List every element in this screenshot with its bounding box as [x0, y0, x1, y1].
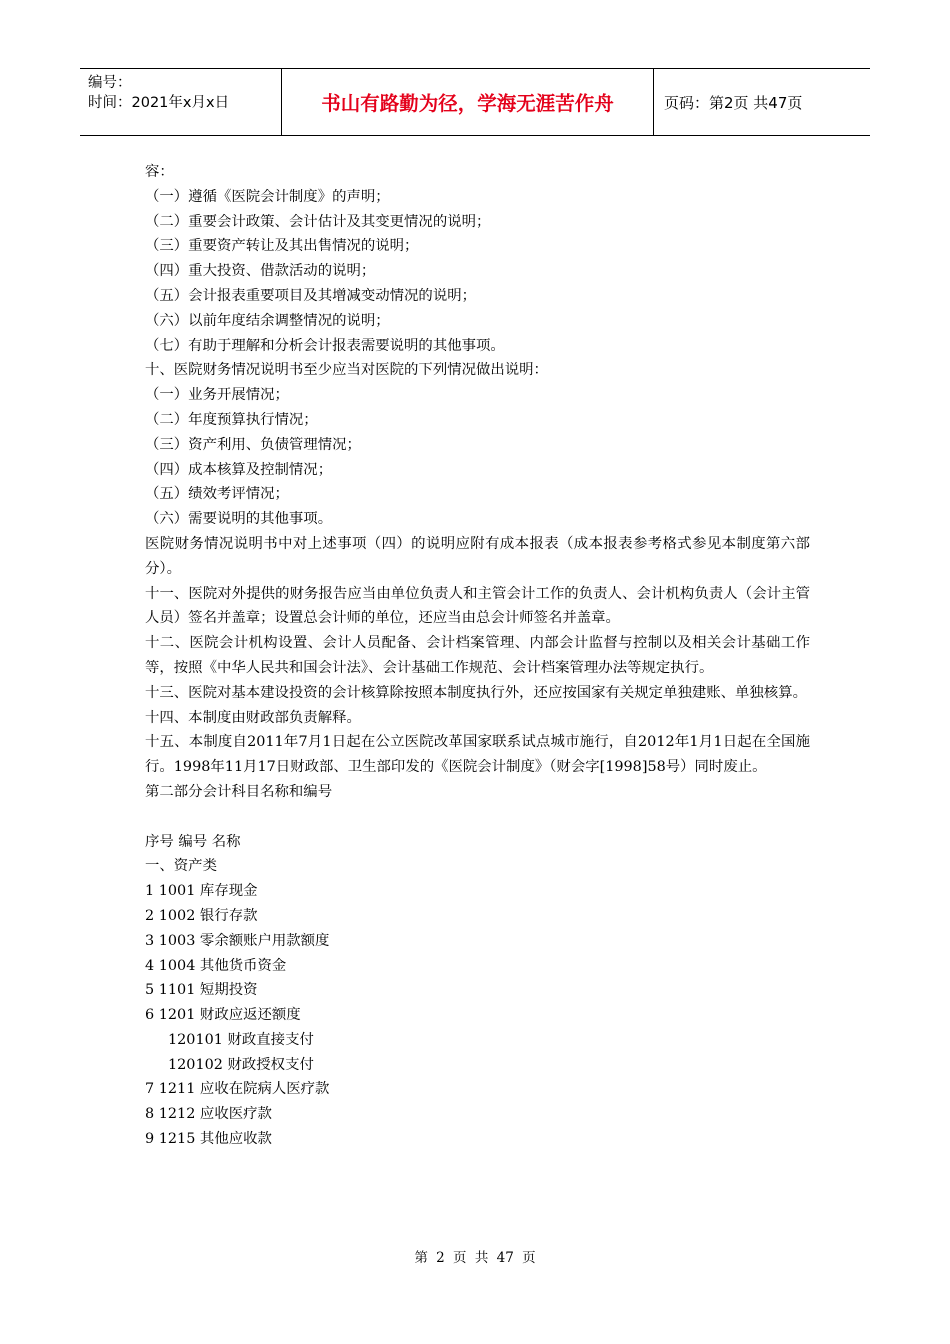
list-item: 3 1003 零余额账户用款额度	[145, 932, 330, 949]
list-item: 6 1201 财政应返还额度	[145, 1007, 301, 1024]
text-line: （三）资产利用、负债管理情况；	[145, 436, 361, 453]
document-number-label: 编号：	[88, 75, 132, 91]
list-item: 7 1211 应收在院病人医疗款	[145, 1081, 330, 1098]
category-heading: 一、资产类	[145, 858, 217, 875]
page-footer: 第 2 页 共 47 页	[414, 1250, 536, 1266]
header-meta-cell	[80, 69, 282, 135]
section-heading-10: 十、医院财务情况说明书至少应当对医院的下列情况做出说明：	[145, 362, 548, 379]
list-subitem: 120102 财政授权支付	[168, 1056, 314, 1073]
header-page-info: 页码：第2页 共47页	[664, 93, 803, 112]
paragraph-15: 十五、本制度自2011年7月1日起在公立医院改革国家联系试点城市施行，自2012年1月1日起在全国施行。1998年11月17日财政部、卫生部印发的《医院会计制度》（财会字[1998]58号）同时废止。	[145, 734, 810, 776]
text-line: （一）遵循《医院会计制度》的声明；	[145, 188, 390, 205]
document-body	[145, 160, 810, 1152]
text-line: （七）有助于理解和分析会计报表需要说明的其他事项。	[145, 337, 505, 354]
list-item: 1 1001 库存现金	[145, 883, 258, 900]
text-line: （五）绩效考评情况；	[145, 486, 289, 503]
list-item: 8 1212 应收医疗款	[145, 1106, 272, 1123]
text-line: （二）年度预算执行情况；	[145, 411, 318, 428]
blank-line	[145, 805, 810, 830]
list-item: 4 1004 其他货币资金	[145, 957, 287, 974]
paragraph-14: 十四、本制度由财政部负责解释。	[145, 709, 361, 726]
part-two-title: 第二部分会计科目名称和编号	[145, 783, 333, 800]
document-date-label: 时间：2021年x月x日	[88, 95, 230, 111]
text-line: （三）重要资产转让及其出售情况的说明；	[145, 238, 419, 255]
text-line: （五）会计报表重要项目及其增减变动情况的说明；	[145, 287, 476, 304]
text-line: （六）以前年度结余调整情况的说明；	[145, 312, 390, 329]
header-motto: 书山有路勤为径，学海无涯苦作舟	[282, 69, 654, 135]
table-header: 序号 编号 名称	[145, 833, 241, 850]
text-line: （四）重大投资、借款活动的说明；	[145, 263, 376, 280]
text-line: 容：	[145, 164, 174, 180]
paragraph-12: 十二、医院会计机构设置、会计人员配备、会计档案管理、内部会计监督与控制以及相关会计基础工作等，按照《中华人民共和国会计法》、会计基础工作规范、会计档案管理办法等规定执行。	[145, 635, 810, 676]
paragraph-13: 十三、医院对基本建设投资的会计核算除按照本制度执行外，还应按国家有关规定单独建账、单独核算。	[145, 684, 807, 701]
paragraph: 医院财务情况说明书中对上述事项（四）的说明应附有成本报表（成本报表参考格式参见本制度第六部分）。	[145, 535, 810, 577]
list-item: 5 1101 短期投资	[145, 982, 258, 999]
text-line: （四）成本核算及控制情况；	[145, 461, 333, 478]
page-header	[80, 68, 870, 136]
text-line: （二）重要会计政策、会计估计及其变更情况的说明；	[145, 213, 491, 230]
list-subitem: 120101 财政直接支付	[168, 1031, 314, 1048]
paragraph-11: 十一、医院对外提供的财务报告应当由单位负责人和主管会计工作的负责人、会计机构负责人（会计主管人员）签名并盖章；设置总会计师的单位，还应当由总会计师签名并盖章。	[145, 585, 810, 627]
list-item: 2 1002 银行存款	[145, 907, 258, 924]
text-line: （六）需要说明的其他事项。	[145, 511, 333, 528]
list-item: 9 1215 其他应收款	[145, 1131, 272, 1148]
text-line: （一）业务开展情况；	[145, 387, 289, 404]
